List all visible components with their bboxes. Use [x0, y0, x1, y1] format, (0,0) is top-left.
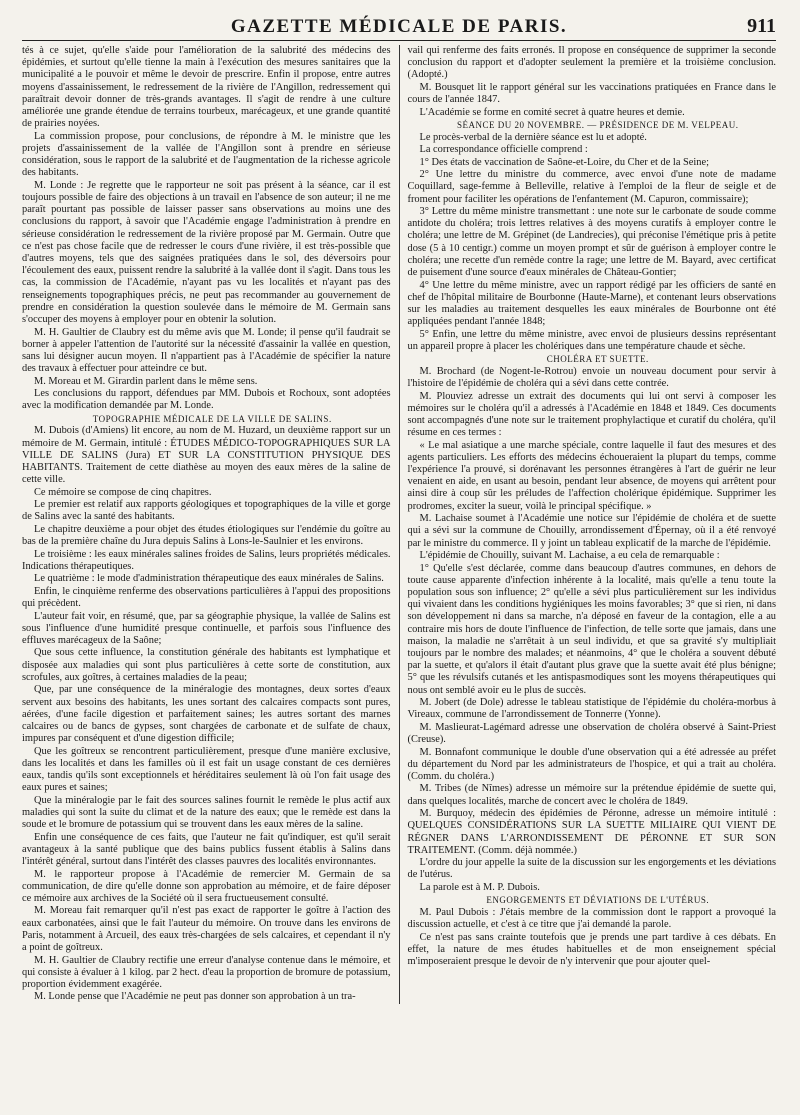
- paragraph: Enfin, le cinquième renferme des observations particulières à l'appui des propositions qui précèdent.: [22, 585, 391, 609]
- paragraph: M. Londe pense que l'Académie ne peut pas donner son approbation à un tra-: [34, 991, 356, 1003]
- paragraph: 3° Lettre du même ministre transmettant : une note sur le carbonate de soude comme antidote du choléra; trois lettres relatives à des moyens curatifs à employer contre le choléra; une lettre de M. Grépinet (de Landrecies), qui préconise l'émétique pris à petite dose (5 à 10 centigr.) comme un moyen prompt et sûr de guérison à employer contre le choléra; une recette d'un remède contre la rage; une lettre de M. Bayard, avec certificat de puisement d'une source d'eaux minérales de Château-Gontier;: [407, 206, 776, 279]
- paragraph: 2° Une lettre du ministre du commerce, avec envoi d'une note de madame Coquillard, sage-femme à Belleville, relative à l'emploi de la fleur de seigle et de froment pour faciliter les opérations de l'enfantement (M. Capuron, commissaire);: [407, 169, 776, 205]
- paragraph: M. Burquoy, médecin des épidémies de Péronne, adresse un mémoire intitulé : QUELQUES CONSIDÉRATIONS SUR LA SUETTE MILIAIRE QUI VIENT DE RÉGNER DANS L'ARRONDISSEMENT DE PÉRONNE ET SUR SON TRAITEMENT. (Comm. déjà nommée.): [407, 808, 776, 856]
- page-number: 911: [747, 15, 776, 37]
- paragraph: Le troisième : les eaux minérales salines froides de Salins, leurs propriétés médicales. Indications thérapeutiques.: [22, 548, 391, 572]
- paragraph: L'Académie se forme en comité secret à quatre heures et demie.: [419, 106, 685, 118]
- section-heading: TOPOGRAPHIE MÉDICALE DE LA VILLE DE SALINS.: [92, 413, 332, 424]
- paragraph: Que les goîtreux se rencontrent particulièrement, presque d'une manière exclusive, dans les localités et dans les familles où il est fait un usage constant de ces dernières eaux, tandis qu'ils sont exceptionnels et héréditaires seulement là où l'on fait usage des eaux pures et saines;: [22, 745, 391, 794]
- paragraph: Ce mémoire se compose de cinq chapitres.: [34, 486, 212, 498]
- paragraph: M. Dubois (d'Amiens) lit encore, au nom de M. Huzard, un deuxième rapport sur un mémoire de M. Germain, intitulé : ÉTUDES MÉDICO-TOPOGRAPHIQUES SUR LA VILLE DE SALINS (Jura) ET SUR LA CONSTITUTION PHYSIQUE DES HABITANTS. Traitement de cette diathèse au moyen des eaux mères de la saline de cette ville.: [22, 425, 391, 486]
- paragraph: M. Brochard (de Nogent-le-Rotrou) envoie un nouveau document pour servir à l'histoire de l'épidémie de choléra qui a sévi dans cette contrée.: [407, 365, 776, 390]
- paragraph: M. Paul Dubois : J'étais membre de la commission dont le rapport a provoqué la discussion actuelle, et c'est à ce titre que j'ai demandé la parole.: [407, 906, 776, 931]
- paragraph: M. Jobert (de Dole) adresse le tableau statistique de l'épidémie du choléra-morbus à Vireaux, commune de l'arrondissement de Tonnerre (Yonne).: [407, 697, 776, 721]
- paragraph: La commission propose, pour conclusions, de répondre à M. le ministre que les projets d'assainissement de la vallée de l'Angillon sont à prendre en sérieuse considération, sous le rapport de la salubrité et de l'augmentation de la richesse agricole des habitants.: [22, 130, 391, 179]
- section-heading: ENGORGEMENTS ET DÉVIATIONS DE L'UTÉRUS.: [486, 895, 710, 906]
- paragraph: Ce n'est pas sans crainte toutefois que je prends une part tardive à ces débats. En effet, la nature de mes études habituelles et de mon enseignement spécial m'imposeraient presque le devoir de n'y intervenir que pour ajouter quel-: [407, 931, 776, 968]
- paragraph: Enfin une conséquence de ces faits, que l'auteur ne fait qu'indiquer, est qu'il serait avantageux à la santé publique que des bains publics fussent établis à Salins dans l'intérêt général, surtout dans l'intérêt des classes pauvres des localités environnantes.: [22, 831, 391, 868]
- paragraph: Que la minéralogie par le fait des sources salines fournit le remède le plus actif aux maladies qui sont la suite du climat et de la nature des eaux; que le remède est dans la soude et le bromure de potassium qui se trouvent dans les eaux mères de la saline.: [22, 794, 391, 831]
- paragraph: 1° Des états de vaccination de Saône-et-Loire, du Cher et de la Seine;: [419, 156, 710, 168]
- paragraph: 1° Qu'elle s'est déclarée, comme dans beaucoup d'autres communes, en dehors de toute cause apparente d'infection inhérente à la localité, mais qu'elle a tenu toute la population sous son influence; 2° qu'elle a sévi plus particulièrement sur les individus qui vivaient dans les conditions hygiéniques les moins favorables; 3° que si rien, ni dans son développement ni dans sa marche, n'a déposé en faveur de la contagion, elle a au contraire mis hors de doute l'influence de l'infection, de telle sorte que jamais, dans une maison, la maladie ne s'arrêtait à un seul individu, et que sa gravité s'y multipliait toujours par le nombre des malades; et néanmoins, 4° que le choléra a souvent débuté par la suette, et qu'alors il était d'autant plus grave que la suette avait été plus bénigne; 5° que les révulsifs cutanés et les antispasmodiques sont les moyens thérapeutiques qui nous ont semblé avoir eu le plus de succès.: [407, 562, 776, 696]
- left-column: [22, 45, 400, 1004]
- paragraph: L'ordre du jour appelle la suite de la discussion sur les engorgements et les déviations de l'utérus.: [407, 857, 776, 881]
- right-column: [400, 45, 777, 1004]
- paragraph: Que sous cette influence, la constitution générale des habitants est lymphatique et disposée aux maladies qui sont plus particulières à cette sorte de constitution, aux scrofules, aux goîtres, à certaines maladies de la peau;: [22, 647, 391, 683]
- paragraph: tés à ce sujet, qu'elle s'aide pour l'amélioration de la salubrité des médecins des épidémies, et surtout qu'elle tienne la main à l'exécution des mesures sanitaires que la municipalité a le pouvoir et même le devoir de prescrire. Enfin il propose, entre autres moyens d'assainissement, le redressement de la rivière de l'Angillon, redressement qui paraîtrait devoir donner de très-grands avantages. Il s'agit de rendre à une culture améliorée une grande étendue de terrains tourbeux, marécageux, et une grande quantité de prairies noyées.: [22, 45, 391, 130]
- section-heading: SÉANCE DU 20 NOVEMBRE. — PRÉSIDENCE DE M. VELPEAU.: [456, 120, 739, 131]
- paragraph: « Le mal asiatique a une marche spéciale, contre laquelle il faut des mesures et des agents particuliers. Les efforts des médecins échoueraient la plupart du temps, comme l'expérience l'a prouvé, si dorénavant les personnes étrangères à l'art de guérir ne leur venaient en aide, en usant au besoin, pendant leur absence, de moyens qui arrêtent pour ainsi dire à coup sûr les préludes de l'affection cholérique épidémique. Supprimer les prodromes, exciter la sueur, voilà le principal spécifique. »: [407, 439, 776, 512]
- section-heading: CHOLÉRA ET SUETTE.: [546, 354, 649, 365]
- paragraph: M. Bousquet lit le rapport général sur les vaccinations pratiquées en France dans le cours de l'année 1847.: [407, 81, 776, 106]
- paragraph: L'auteur fait voir, en résumé, que, par sa géographie physique, la vallée de Salins est sous l'influence d'une humidité presque continuelle, et parfois sous l'influence des effluves marécageux de la Saône;: [22, 610, 391, 646]
- paragraph: 5° Enfin, une lettre du même ministre, avec envoi de plusieurs dessins représentant un appareil propre à placer les cholériques dans une température chaude et sèche.: [407, 328, 776, 352]
- paragraph: M. Londe : Je regrette que le rapporteur ne soit pas présent à la séance, car il est toujours possible de faire des objections à un travail en l'absence de son auteur; il ne me paraît pourtant pas possible de laisser passer sans observations au moins une des conclusions du rapport, à savoir que l'Académie engage l'administration à prendre en sérieuse considération le redressement de la rivière proposé par M. Germain. Outre que ce n'est pas chose facile que de redresser le cours d'une rivière, il est très-possible que d'autres moyens, tels que des saignées pratiquées dans le sol, des déversoirs pour l'écoulement des eaux, puissent rendre la salubrité à la vallée dont il s'agit. Dans tous les cas, la commission de l'Académie, n'ayant pas vu les localités et n'ayant pas des renseignements topographiques précis, ne peut pas recommander au gouvernement de prendre en considération la question soulevée dans le mémoire de M. Germain sans s'occuper des moyens à employer pour en obtenir la solution.: [22, 179, 391, 326]
- paragraph: L'épidémie de Chouilly, suivant M. Lachaise, a eu cela de remarquable :: [419, 550, 720, 562]
- paragraph: M. Moreau fait remarquer qu'il n'est pas exact de rapporter le goître à l'action des eaux carbonatées, ainsi que le fait l'auteur du mémoire. On trouve dans les environs de Paris, notamment à Arcueil, des eaux très-chargées de sels calcaires, et cependant il n'y a point de goîtreux.: [22, 905, 391, 954]
- masthead: [22, 14, 776, 41]
- paragraph: M. Lachaise soumet à l'Académie une notice sur l'épidémie de choléra et de suette qui a sévi sur la commune de Chouilly, arrondissement d'Épernay, où il a été renvoyé par le ministre du commerce. Il y joint un tableau explicatif de la marche de l'épidémie.: [407, 513, 776, 549]
- paragraph: La parole est à M. P. Dubois.: [419, 881, 540, 893]
- paragraph: M. Maslieurat-Lagémard adresse une observation de choléra observé à Saint-Priest (Creuse).: [407, 721, 776, 746]
- paragraph: M. H. Gaultier de Claubry est du même avis que M. Londe; il pense qu'il faudrait se borner à appeler l'attention de l'autorité sur la nécessité d'assainir la vallée en question, sans lui désigner aucun moyen. Il n'appartient pas à l'Académie de spécifier la nature des travaux à effectuer pour atteindre ce but.: [22, 326, 391, 375]
- paragraph: Les conclusions du rapport, défendues par MM. Dubois et Rochoux, sont adoptées avec la modification demandée par M. Londe.: [22, 388, 391, 412]
- columns: [22, 45, 776, 1004]
- paragraph: 4° Une lettre du même ministre, avec un rapport rédigé par les officiers de santé en chef de l'hôpital militaire de Bourbonne (Haute-Marne), et contenant leurs observations sur les maladies au traitement desquelles les eaux minérales de Bourbonne ont été appliquées pendant l'année 1848;: [407, 279, 776, 328]
- paragraph: Le quatrième : le mode d'administration thérapeutique des eaux minérales de Salins.: [34, 573, 384, 585]
- paragraph: M. Moreau et M. Girardin parlent dans le même sens.: [34, 375, 258, 387]
- paragraph: M. H. Gaultier de Claubry rectifie une erreur d'analyse contenue dans le mémoire, et qui consiste à évaluer à 1 kilog. par 2 hect. d'eau la proportion de bromure de potassium, proportion évidemment exagérée.: [22, 954, 391, 990]
- paragraph: Le chapitre deuxième a pour objet des études étiologiques sur l'endémie du goître au bas de la première chaîne du Jura depuis Salins à Lons-le-Saulnier et les environs.: [22, 523, 391, 548]
- paragraph: vail qui renferme des faits erronés. Il propose en conséquence de supprimer la seconde conclusion du rapport et d'adopter seulement la première et la troisième conclusion. (Adopté.): [407, 45, 776, 81]
- publication-title: GAZETTE MÉDICALE DE PARIS.: [230, 16, 568, 37]
- paragraph: M. le rapporteur propose à l'Académie de remercier M. Germain de sa communication, de dire qu'elle donne son approbation au mémoire, et de faire déposer ce mémoire aux archives de la Société où il sera fructueusement consulté.: [22, 868, 391, 904]
- paragraph: Le procès-verbal de la dernière séance est lu et adopté.: [419, 131, 647, 143]
- paragraph: La correspondance officielle comprend :: [419, 144, 588, 156]
- paragraph: Que, par une conséquence de la minéralogie des montagnes, deux sortes d'eaux servent aux besoins des habitants, les unes sortant des calcaires compacts sont pures, aérées, d'une facile digestion et parfaitement saines; les autres sortant des marnes calcaires ou de bancs de gypses, sont chargées de carbonate et de sulfate de chaux, impures par conséquent et d'une digestion difficile;: [22, 684, 391, 745]
- paragraph: M. Tribes (de Nîmes) adresse un mémoire sur la prétendue épidémie de suette qui, dans quelques localités, marche de concert avec le choléra de 1849.: [407, 783, 776, 807]
- paragraph: M. Bonnafont communique le double d'une observation qui a été adressée au préfet du département du Nord par les administrateurs de l'hospice, et qui a trait au choléra. (Comm. du choléra.): [407, 746, 776, 782]
- paragraph: M. Plouviez adresse un extrait des documents qui lui ont servi à composer les mémoires sur le choléra qu'il a adressés à l'Académie en 1848 et 1849. Ces documents sont accompagnés d'une note sur le traitement prophylactique et curatif du choléra, qu'il résume en ces termes :: [407, 390, 776, 439]
- paragraph: Le premier est relatif aux rapports géologiques et topographiques de la ville et gorge de Salins avec la santé des habitants.: [22, 499, 391, 523]
